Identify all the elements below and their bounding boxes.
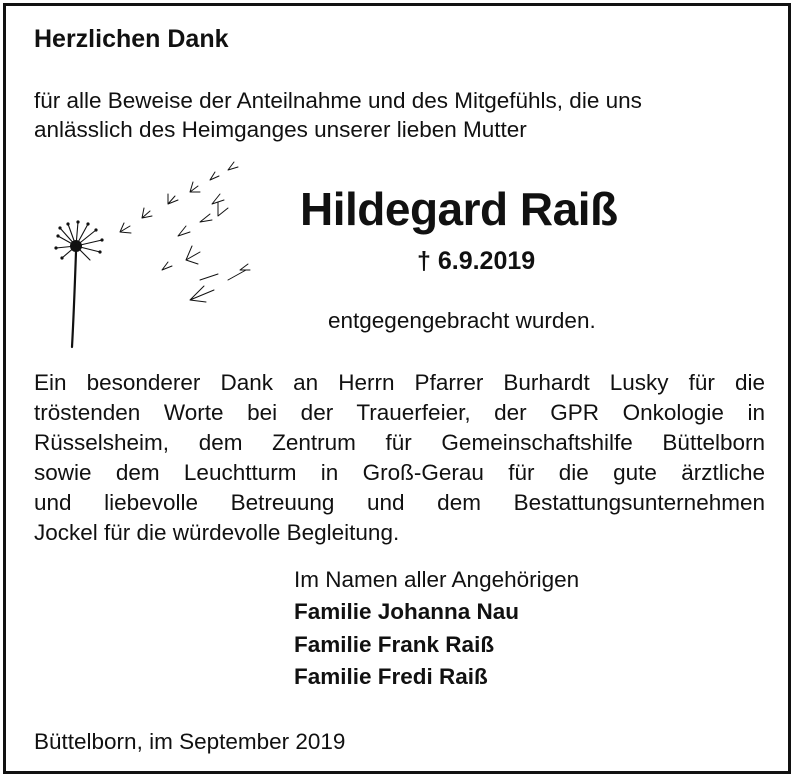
signature-intro: Im Namen aller Angehörigen — [294, 567, 580, 592]
family-signature: Familie Fredi Raiß — [294, 664, 488, 689]
place-and-date: Büttelborn, im September 2019 — [34, 729, 346, 754]
notice-heading: Herzlichen Dank — [34, 25, 229, 53]
thanks-line: Ein besonderer Dank an Herrn Pfarrer Burhardt Lusky für die — [34, 370, 765, 395]
thanks-line: sowie dem Leuchtturm in Groß-Gerau für die gute ärztliche — [34, 460, 765, 485]
thanks-line: Jockel für die würdevolle Begleitung. — [34, 520, 400, 545]
family-signature: Familie Johanna Nau — [294, 599, 520, 624]
thanks-line: und liebevolle Betreuung und dem Bestattungsunternehmen — [34, 490, 765, 515]
deceased-name: Hildegard Raiß — [300, 183, 618, 235]
death-date: † 6.9.2019 — [417, 247, 536, 275]
intro-line-2: anlässlich des Heimganges unserer lieben Mutter — [34, 117, 527, 142]
thanks-line: Rüsselsheim, dem Zentrum für Gemeinschaftshilfe Büttelborn — [34, 430, 765, 455]
thanks-paragraph — [34, 368, 765, 548]
dandelion-illustration — [50, 160, 270, 360]
intro-closing-line: entgegengebracht wurden. — [328, 308, 596, 333]
family-signature: Familie Frank Raiß — [294, 632, 495, 657]
thanks-line: tröstenden Worte bei der Trauerfeier, der GPR Onkologie in — [34, 400, 765, 425]
intro-line-1: für alle Beweise der Anteilnahme und des Mitgefühls, die uns — [34, 88, 642, 113]
